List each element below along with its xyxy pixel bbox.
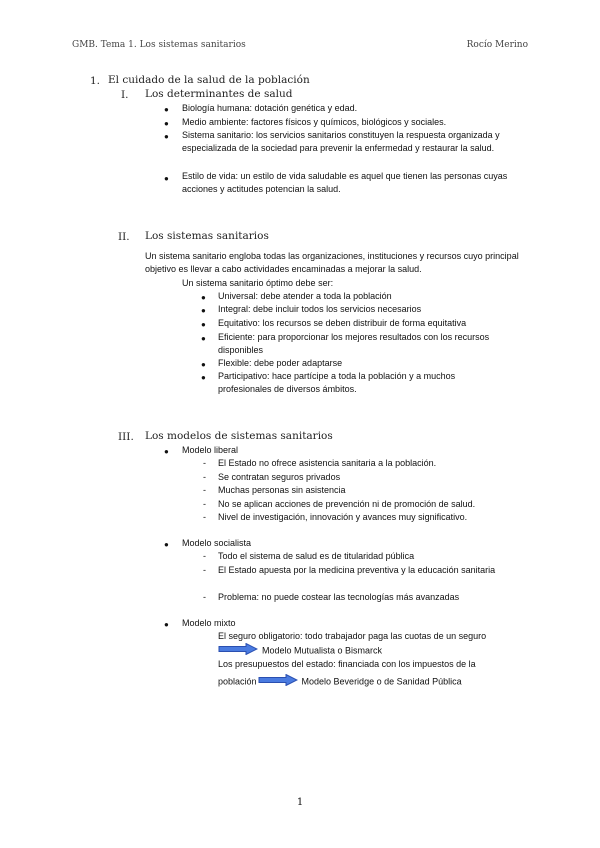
header-title: GMB. Tema 1. Los sistemas sanitarios	[72, 40, 246, 50]
list-item: Todo el sistema de salud es de titularidad pública	[218, 551, 415, 561]
right-arrow-icon	[258, 674, 298, 690]
bullet-icon: ●	[164, 174, 169, 183]
dash-icon: -	[203, 499, 206, 509]
bullet-icon: ●	[201, 334, 206, 343]
bullet-icon: ●	[164, 119, 169, 128]
paragraph: Los presupuestos del estado: financiada con los impuestos de la	[218, 659, 476, 669]
bullet-icon: ●	[164, 447, 169, 456]
list-item: Equitativo: los recursos se deben distribuir de forma equitativa	[218, 318, 467, 328]
dash-icon: -	[203, 485, 206, 495]
list-item: Medio ambiente: factores físicos y químicos, biológicos y sociales.	[182, 117, 447, 127]
bullet-icon: ●	[201, 306, 206, 315]
paragraph: Un sistema sanitario engloba todas las organizaciones, instituciones y recursos cuyo principal objetivo es llevar a cabo actividades encaminadas a mejorar la salud.	[145, 251, 519, 275]
model-name: Modelo liberal	[182, 445, 239, 455]
arrow-line	[218, 643, 382, 659]
subsection-title: Los sistemas sanitarios	[145, 230, 269, 242]
bullet-icon: ●	[164, 620, 169, 629]
list-item: Muchas personas sin asistencia	[218, 485, 346, 495]
list-item: No se aplican acciones de prevención ni de promoción de salud.	[218, 499, 476, 509]
list-item: Problema: no puede costear las tecnologías más avanzadas	[218, 592, 460, 602]
subsection-title: Los determinantes de salud	[145, 88, 293, 100]
list-item: Nivel de investigación, innovación y avances muy significativo.	[218, 512, 468, 522]
bullet-icon: ●	[201, 320, 206, 329]
model-name: Modelo mixto	[182, 618, 236, 628]
subsection-number: II.	[118, 231, 130, 243]
header-author: Rocío Merino	[466, 40, 528, 50]
list-item: Estilo de vida: un estilo de vida saludable es aquel que tienen las personas cuyas acciones y actitudes potencian la salud.	[182, 171, 508, 195]
model-label: Modelo Mutualista o Bismarck	[262, 645, 383, 656]
dash-icon: -	[203, 551, 206, 561]
paragraph-tail: población	[218, 676, 257, 687]
list-item: Universal: debe atender a toda la población	[218, 291, 392, 301]
list-item: Eficiente: para proporcionar los mejores resultados con los recursos disponibles	[218, 332, 490, 356]
arrow-line	[218, 674, 462, 690]
list-item: El Estado no ofrece asistencia sanitaria a la población.	[218, 458, 437, 468]
bullet-icon: ●	[201, 293, 206, 302]
dash-icon: -	[203, 565, 206, 575]
bullet-icon: ●	[201, 373, 206, 382]
list-item: Biología humana: dotación genética y edad.	[182, 103, 358, 113]
list-item: Se contratan seguros privados	[218, 472, 341, 482]
list-item: El Estado apuesta por la medicina preventiva y la educación sanitaria	[218, 565, 496, 575]
bullet-icon: ●	[164, 132, 169, 141]
subsection-number: I.	[121, 89, 129, 101]
section-title: El cuidado de la salud de la población	[108, 74, 310, 86]
bullet-icon: ●	[164, 105, 169, 114]
paragraph-lead: Un sistema sanitario óptimo debe ser:	[182, 278, 334, 288]
list-item: Integral: debe incluir todos los servicios necesarios	[218, 304, 422, 314]
dash-icon: -	[203, 458, 206, 468]
model-label: Modelo Beveridge o de Sanidad Pública	[301, 676, 462, 687]
subsection-title: Los modelos de sistemas sanitarios	[145, 430, 333, 442]
bullet-icon: ●	[164, 540, 169, 549]
page-number: 1	[296, 797, 304, 808]
bullet-icon: ●	[201, 360, 206, 369]
right-arrow-icon	[218, 643, 258, 659]
subsection-number: III.	[118, 431, 134, 443]
model-name: Modelo socialista	[182, 538, 252, 548]
paragraph: El seguro obligatorio: todo trabajador paga las cuotas de un seguro	[218, 631, 487, 641]
list-item: Participativo: hace partícipe a toda la población y a muchos profesionales de diversos ámbitos.	[218, 371, 456, 395]
list-item: Flexible: debe poder adaptarse	[218, 358, 343, 368]
section-number: 1.	[90, 75, 101, 87]
dash-icon: -	[203, 472, 206, 482]
dash-icon: -	[203, 592, 206, 602]
dash-icon: -	[203, 512, 206, 522]
list-item: Sistema sanitario: los servicios sanitarios constituyen la respuesta organizada y especializada de la sociedad para prevenir la enfermedad y restaurar la salud.	[182, 130, 500, 154]
